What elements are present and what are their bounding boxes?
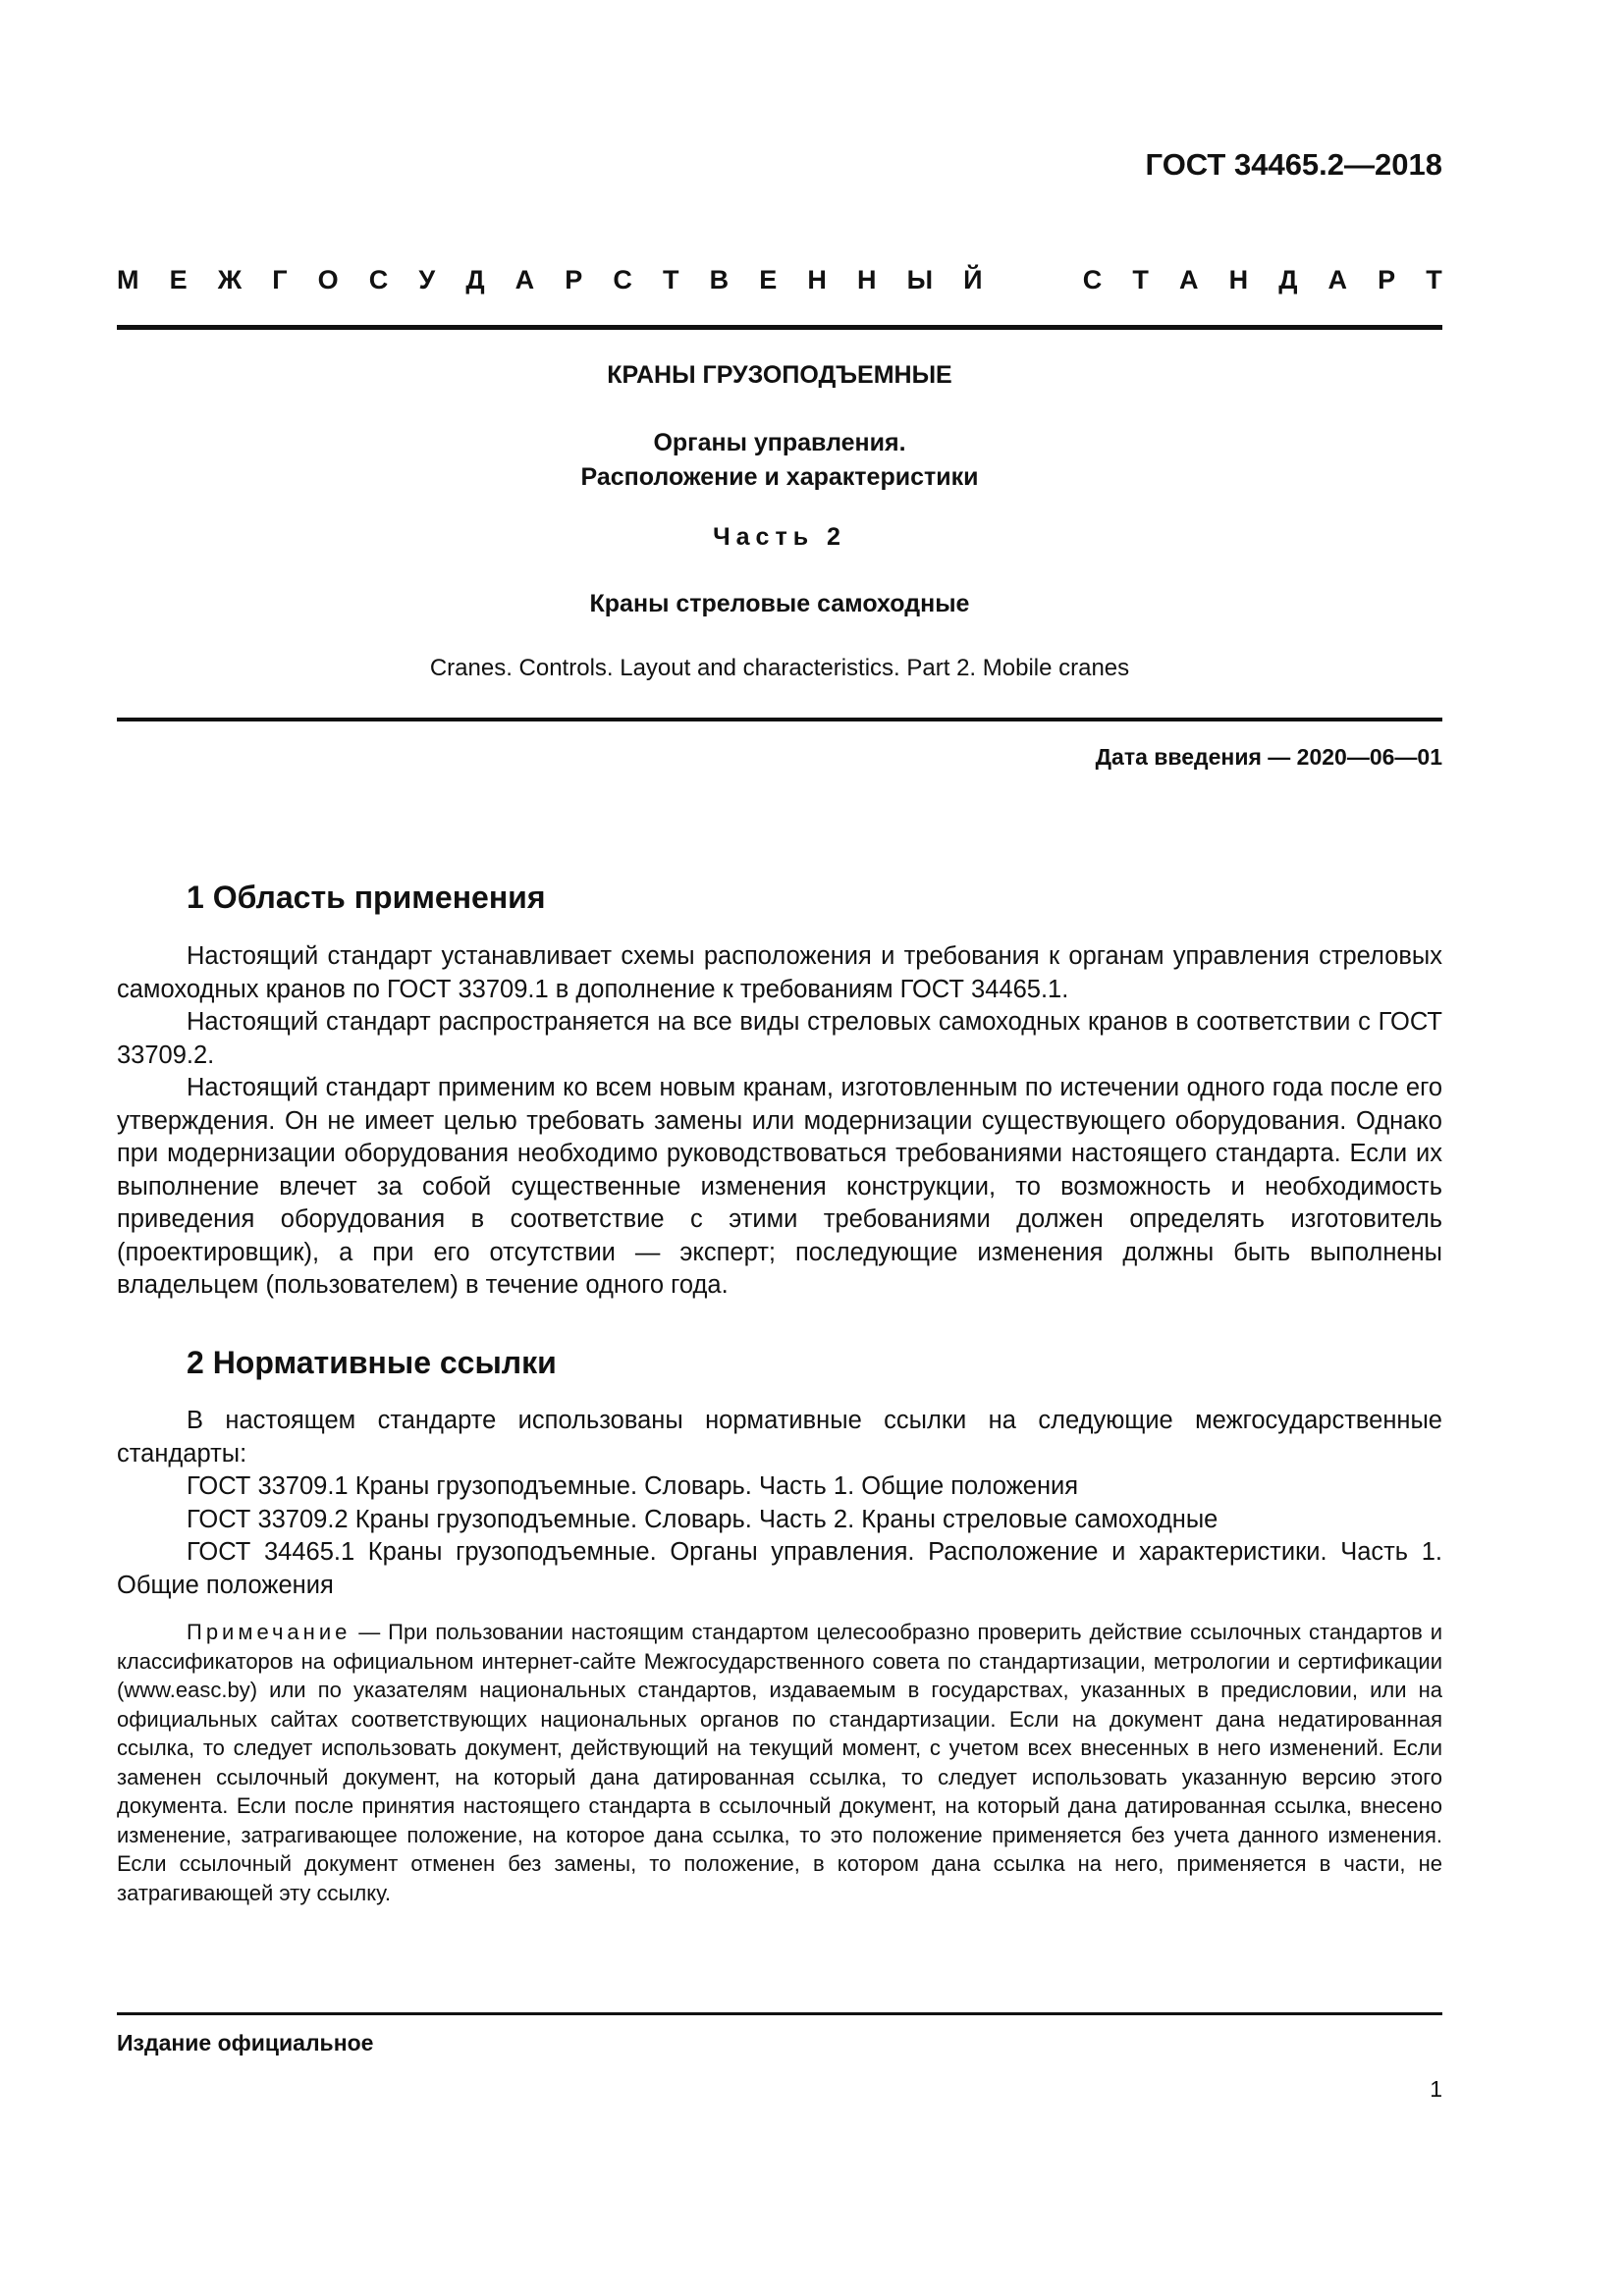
banner-letter: Е — [169, 265, 188, 294]
part-label: Часть 2 — [713, 523, 846, 551]
paragraph: Настоящий стандарт устанавливает схемы расположения и требования к органам управления стреловых самоходных кранов по ГОСТ 33709.1 в дополнение к требованиям ГОСТ 34465.1. — [117, 942, 1442, 1003]
banner-letter: Н — [807, 265, 827, 294]
note-text: — При пользовании настоящим стандартом целесообразно проверить действие ссылочных стандартов и классификаторов на официальном интернет-сайте Межгосударственного совета по стандартизации, метрологии и сертификации (www.easc.by) или по указателям национальных стандартов, издаваемым в государствах, указанных в предисловии, или на официальных сайтах соответствующих национальных органов по стандартизации. Если на документ дана недатированная ссылка, то следует использовать документ, действующий на текущий момент, с учетом всех внесенных в него изменений. Если заменен ссылочный документ, на который дана датированная ссылка, то следует использовать указанную версию этого документа. Если после принятия настоящего стандарта в ссылочный документ, на который дана датированная ссылка, внесено изменение, затрагивающее положение, на которое дана ссылка, то это положение применяется без учета данного изменения. Если ссылочный документ отменен без замены, то положение, в котором дана ссылка на него, применяется в части, не затрагивающей эту ссылку. — [117, 1620, 1442, 1905]
banner-letter: С — [613, 265, 632, 294]
banner-letter: Д — [465, 265, 485, 294]
reference-item: ГОСТ 33709.1 Краны грузоподъемные. Словарь. Часть 1. Общие положения — [187, 1472, 1079, 1500]
page-number: 1 — [1430, 2076, 1442, 2102]
title-rule — [117, 718, 1442, 721]
banner-gap — [1013, 265, 1053, 295]
banner-letter: Н — [856, 265, 877, 294]
subtitle-line: Расположение и характеристики — [580, 463, 979, 491]
section-2-body — [117, 1405, 1442, 1602]
banner-letter: А — [1178, 265, 1199, 294]
paragraph: Настоящий стандарт применим ко всем новым кранам, изготовленным по истечении одного года после его утверждения. Он не имеет целью требовать замены или модернизации существующего оборудования. Однако при модернизации оборудования необходимо руководствоваться требованиями настоящего стандарта. Если их выполнение влечет за собой существенные изменения конструкции, то возможность и необходимость приведения оборудования в соответствие с этими требованиями должен определять изготовитель (проектировщик), а при его отсутствии — эксперт; последующие изменения должны быть выполнены владельцем (пользователем) в течение одного года. — [117, 1074, 1442, 1299]
introduction-date: Дата введения — 2020—06—01 — [1095, 744, 1442, 770]
note-block — [117, 1618, 1442, 1907]
banner-letter: Ж — [217, 265, 243, 294]
banner-letter: Р — [565, 265, 583, 294]
banner-letter: Н — [1228, 265, 1249, 294]
banner-letter: В — [709, 265, 730, 294]
banner-letter: У — [418, 265, 436, 294]
paragraph: Настоящий стандарт распространяется на все виды стреловых самоходных кранов в соответствии с ГОСТ 33709.2. — [117, 1008, 1442, 1069]
reference-item: ГОСТ 33709.2 Краны грузоподъемные. Словарь. Часть 2. Краны стреловые самоходные — [187, 1505, 1218, 1533]
banner-letter: Г — [272, 265, 288, 294]
section-1-body — [117, 940, 1442, 1303]
section-heading: 2 Нормативные ссылки — [187, 1345, 557, 1380]
banner-letter: Ы — [906, 265, 934, 294]
reference-item: ГОСТ 34465.1 Краны грузоподъемные. Органы управления. Расположение и характеристики. Часть 1. Общие положения — [117, 1538, 1442, 1599]
part-title: Краны стреловые самоходные — [589, 590, 970, 617]
banner-letter: О — [317, 265, 339, 294]
document-code: ГОСТ 34465.2—2018 — [1145, 147, 1442, 182]
standard-banner — [117, 265, 1442, 295]
banner-letter: Р — [1378, 265, 1396, 294]
note-label: Примечание — [187, 1620, 352, 1644]
banner-letter: С — [368, 265, 389, 294]
banner-letter: С — [1082, 265, 1103, 294]
banner-letter: Е — [759, 265, 778, 294]
english-title: Cranes. Controls. Layout and characteristics. Part 2. Mobile cranes — [429, 655, 1130, 681]
banner-letter: А — [1327, 265, 1348, 294]
edition-label: Издание официальное — [117, 2030, 374, 2056]
section-heading: 1 Область применения — [187, 880, 546, 915]
banner-letter: Д — [1278, 265, 1298, 294]
note-paragraph — [117, 1618, 1442, 1907]
banner-letter: А — [514, 265, 535, 294]
banner-letter: М — [117, 265, 139, 294]
subtitle-line: Органы управления. — [653, 429, 906, 456]
document-subtitle — [117, 426, 1442, 495]
banner-letter: Т — [1426, 265, 1442, 294]
header-rule — [117, 325, 1442, 330]
footer-rule — [117, 2012, 1442, 2015]
banner-letter: Т — [663, 265, 679, 294]
paragraph: В настоящем стандарте использованы нормативные ссылки на следующие межгосударственные стандарты: — [117, 1407, 1442, 1468]
document-title: КРАНЫ ГРУЗОПОДЪЕМНЫЕ — [607, 361, 952, 389]
banner-letter: Й — [963, 265, 983, 294]
banner-letter: Т — [1132, 265, 1149, 294]
